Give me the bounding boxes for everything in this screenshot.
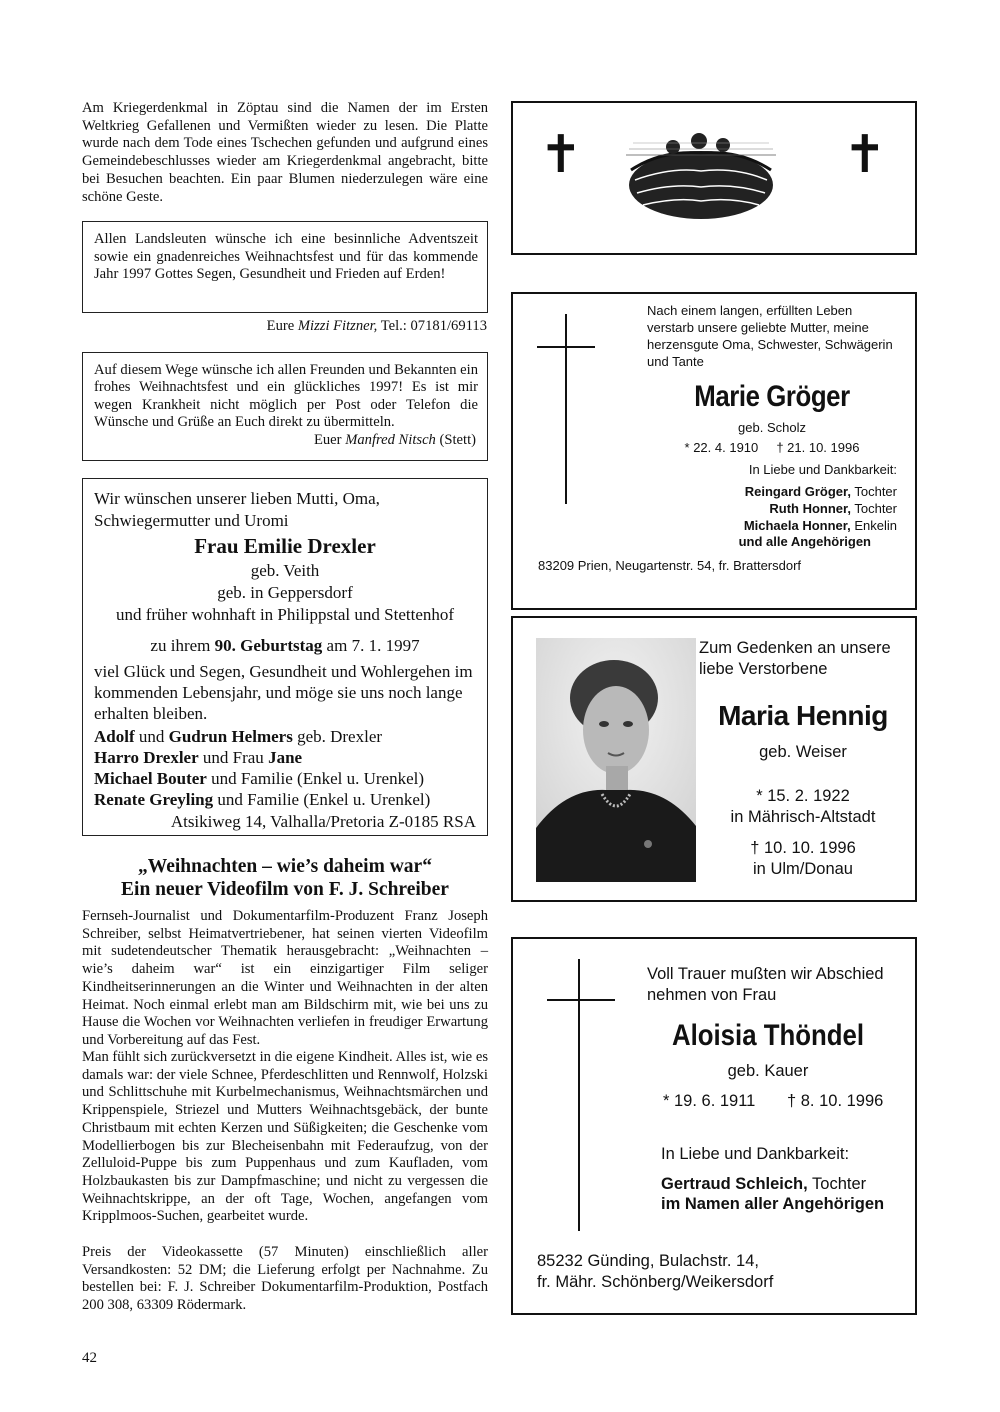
sig1-t1: und	[138, 727, 165, 746]
groeger-love: In Liebe und Dankbarkeit:	[748, 462, 897, 477]
birthday-residence: und früher wohnhaft in Philippstal und Stettenhof	[115, 605, 455, 624]
article-para-3: Preis der Videokassette (57 Minuten) einschließlich aller Versandkosten: 52 DM; die Lieferung erfolgt per Nachnahme. Zu bestellen bei: F. J. Schreiber Dokumentarfilm-Produktion, Postfach 200 308, 63309 Rödermark.	[82, 1244, 488, 1314]
portrait-photo-image	[536, 638, 696, 882]
sig2-t1: und Frau	[202, 748, 264, 767]
groeger-maiden: geb. Scholz	[738, 420, 806, 435]
groeger-sig-3	[744, 518, 897, 533]
hennig-name: Maria Hennig	[718, 700, 888, 731]
sig1-t2: geb. Drexler	[297, 727, 383, 746]
birthday-date-line	[83, 636, 487, 656]
thoendel-sig-1	[661, 1175, 866, 1194]
hennig-intro: Zum Gedenken an unsere liebe Verstorbene	[699, 639, 891, 678]
sig1-b2: Gudrun Helmers	[168, 727, 293, 746]
birthday-name: Frau Emilie Drexler	[194, 534, 376, 558]
nitsch-greeting-box	[82, 352, 488, 461]
hennig-born-place: in Mährisch-Altstadt	[730, 808, 876, 826]
cross-right-icon: ✝	[843, 126, 887, 184]
intro-paragraph: Am Kriegerdenkmal in Zöptau sind die Namen der im Ersten Weltkrieg Gefallenen und Vermißten wieder zu lesen. Die Platte wurde nach dem Tode eines Tschechen gefunden und aufgrund eines Gemeindebeschlusses wieder am Kriegerdenkmal angebracht, bitte bei Besuchen beachten. Ein paar Blumen niederzulegen wäre eine schöne Geste.	[82, 100, 488, 205]
nitsch-sign-prefix: Euer	[313, 432, 342, 448]
groeger-sig-1	[745, 484, 897, 499]
thoendel-name: Aloisia Thöndel	[671, 1019, 865, 1052]
groeger-sig-2	[769, 501, 897, 516]
article-para-1: Fernseh-Journalist und Dokumentarfilm-Produzent Franz Joseph Schreiber, selbst Heimatvertriebener, hat seinen vierten Videofilm mit sudetendeutscher Thematik herausgebracht: „Weihnachten – wie’s daheim war“ ist ein einzigartiger Film seliger Kindheitserinnerungen an die Winter und Weihnachten in der alten Heimat. Noch einmal erlebt man am Bildschirm mit, wie bei uns zu Hause die Wochen vor Weihnachten verliefen in freudiger Erwartung und Vorbereitung auf das Fest.	[82, 908, 488, 1048]
article-title-2: Ein neuer Videofilm von F. J. Schreiber	[121, 879, 449, 900]
obituary-groeger	[511, 292, 917, 610]
nitsch-signature	[314, 432, 476, 449]
sig2-b1: Harro Drexler	[94, 748, 199, 767]
birthday-wishes: viel Glück und Segen, Gesundheit und Wohlergehen im kommenden Lebensjahr, und möge sie uns noch lange erhalten bleiben.	[94, 662, 473, 723]
hennig-born: * 15. 2. 1922	[756, 787, 850, 805]
groeger-s2-b: Ruth Honner,	[769, 501, 851, 516]
birthday-sig-4	[94, 790, 430, 810]
advent-sign-tel: Tel.: 07181/69113	[380, 318, 487, 334]
groeger-s3-t: Enkelin	[854, 518, 897, 533]
cross-left-icon: ✝	[539, 126, 583, 184]
groeger-address: 83209 Prien, Neugartenstr. 54, fr. Brattersdorf	[538, 558, 802, 573]
birthday-sig-1	[94, 727, 382, 747]
birthday-intro: Wir wünschen unserer lieben Mutti, Oma, Schwiegermutter und Uromi	[94, 489, 380, 530]
advent-signature	[267, 318, 487, 335]
birthday-birthplace: geb. in Geppersdorf	[217, 583, 353, 602]
groeger-s2-t: Tochter	[854, 501, 897, 516]
thoendel-love: In Liebe und Dankbarkeit:	[661, 1145, 850, 1163]
groeger-s3-b: Michaela Honner,	[743, 518, 851, 533]
birthday-maiden: geb. Veith	[250, 561, 320, 580]
sig3-t: und Familie (Enkel u. Urenkel)	[211, 769, 425, 788]
birthday-sig-2	[94, 748, 302, 768]
hennig-died: † 10. 10. 1996	[750, 839, 856, 857]
landscape-woodcut-image	[621, 125, 781, 225]
thoendel-address-2: fr. Mähr. Schönberg/Weikersdorf	[537, 1273, 774, 1291]
birthday-sig-3	[94, 769, 424, 789]
nitsch-sign-name: Manfred Nitsch	[345, 432, 436, 448]
obituary-hennig	[511, 616, 917, 902]
thoendel-address-1: 85232 Günding, Bulachstr. 14,	[537, 1252, 759, 1270]
groeger-name: Marie Gröger	[694, 380, 850, 413]
hennig-maiden: geb. Weiser	[759, 743, 847, 761]
groeger-intro: Nach einem langen, erfüllten Leben verstarb unsere geliebte Mutter, meine herzensgute Oma, Schwester, Schwägerin und Tante	[647, 303, 893, 369]
bday-suffix: am 7. 1. 1997	[326, 636, 420, 655]
bday-bold: 90. Geburtstag	[214, 636, 323, 655]
sig4-t: und Familie (Enkel u. Urenkel)	[217, 790, 431, 809]
nitsch-greeting-text: Auf diesem Wege wünsche ich allen Freunden und Bekannten ein frohes Weihnachtsfest und ein glückliches 1997! Es ist mir wegen Krankheit nicht möglich per Post oder Telefon die Wünsche und Grüße an Euch direkt zu übermitteln.	[94, 362, 478, 430]
obituary-thoendel	[511, 937, 917, 1315]
sig1-b1: Adolf	[94, 727, 135, 746]
advent-greeting-text: Allen Landsleuten wünsche ich eine besinnliche Adventszeit sowie ein gnadenreiches Weihnachtsfest und für das kommende Jahr 1997 Gottes Segen, Gesundheit und Frieden auf Erden!	[94, 231, 478, 282]
thoendel-maiden: geb. Kauer	[727, 1062, 809, 1080]
hennig-died-place: in Ulm/Donau	[753, 860, 853, 878]
sig2-b2: Jane	[268, 748, 303, 767]
thoendel-sig-2: im Namen aller Angehörigen	[661, 1195, 885, 1213]
birthday-address: Atsikiweg 14, Valhalla/Pretoria Z-0185 RSA	[170, 812, 476, 831]
page-number: 42	[82, 1350, 97, 1366]
advent-sign-prefix: Eure	[266, 318, 295, 334]
thoendel-died: † 8. 10. 1996	[787, 1092, 884, 1110]
sig4-b: Renate Greyling	[94, 790, 214, 809]
article-para-2: Man fühlt sich zurückversetzt in die eigene Kindheit. Alles ist, wie es damals war: der viele Schnee, Pferdeschlitten und Rennwolf, Holzski und Schlittschuhe mit Kurbelmechanismus, Weihnachtsmärchen und Krippenspiele, Striezel und Mutters Weihnachtsgebäck, der bunte Christbaum mit echten Kerzen und Süßigkeiten; die Geschenke vom Modellierbogen bis zur Blecheisenbahn mit Federaufzug, von der Zelluloid-Puppe bis zum Puppenhaus und zum Kaufladen, vom Holzbaukasten bis zur Dampfmaschine; und nicht zu vergessen die Weihnachtskrippe, an der oft Tage, Wochen, angefangen vom Kripplmoos-Suchen, gearbeitet wurde.	[82, 1049, 488, 1225]
groeger-dates: * 22. 4. 1910 † 21. 10. 1996	[684, 440, 860, 455]
header-box	[511, 101, 917, 255]
advent-greeting-box	[82, 221, 488, 313]
advent-sign-name: Mizzi Fitzner,	[297, 318, 378, 334]
bday-prefix: zu ihrem	[150, 636, 211, 655]
thoendel-born: * 19. 6. 1911	[663, 1092, 756, 1110]
nitsch-sign-suffix: (Stett)	[439, 432, 476, 448]
thoendel-s1-t: Tochter	[812, 1175, 867, 1193]
groeger-s1-t: Tochter	[854, 484, 897, 499]
birthday-box	[82, 478, 488, 836]
cross-icon	[537, 314, 597, 504]
sig3-b: Michael Bouter	[94, 769, 207, 788]
cross-icon	[547, 959, 617, 1231]
article-title-1: „Weihnachten – wie’s daheim war“	[138, 856, 432, 877]
thoendel-intro: Voll Trauer mußten wir Abschied nehmen von Frau	[647, 965, 884, 1004]
groeger-s1-b: Reingard Gröger,	[744, 484, 851, 499]
groeger-sig-4: und alle Angehörigen	[738, 534, 871, 549]
thoendel-s1-b: Gertraud Schleich,	[661, 1175, 808, 1193]
